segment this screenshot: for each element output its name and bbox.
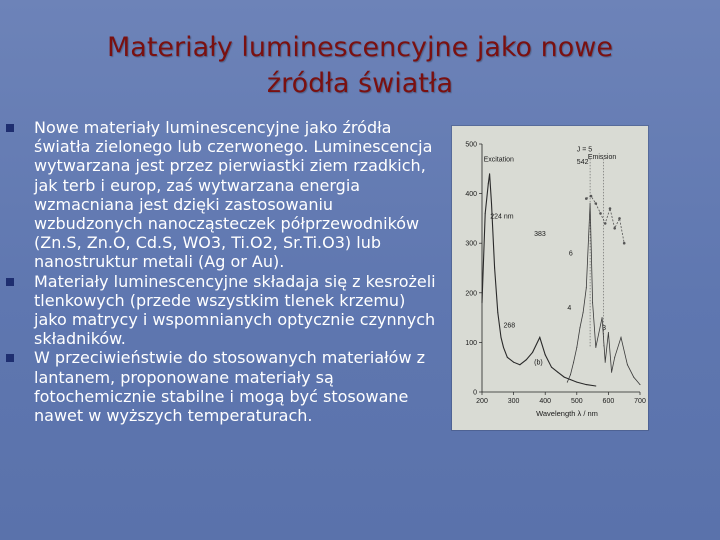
- spectrum-chart: [452, 126, 648, 430]
- series-point-0: [551, 367, 552, 368]
- x-tick-label: 600: [602, 398, 615, 405]
- series-point-0: [526, 359, 527, 360]
- series-point-1: [605, 362, 606, 363]
- series-point-0: [482, 302, 483, 303]
- annotation-542: 542: [576, 158, 589, 166]
- series-point-0: [494, 268, 495, 269]
- series-line-0: [482, 174, 596, 386]
- series-point-0: [539, 337, 540, 338]
- bullet-list: [6, 118, 436, 425]
- x-axis-label: Wavelength λ / nm: [536, 409, 598, 418]
- annotation-6: 6: [568, 250, 573, 258]
- series-point-2: [604, 222, 607, 225]
- annotation-b: (b): [534, 359, 543, 367]
- series-point-2: [595, 202, 598, 205]
- series-point-0: [545, 354, 546, 355]
- square-bullet-icon: [6, 278, 14, 286]
- series-point-1: [592, 302, 593, 303]
- series-point-1: [627, 364, 628, 365]
- series-point-0: [507, 357, 508, 358]
- slide-title: [40, 30, 680, 102]
- series-point-2: [618, 217, 621, 220]
- y-tick-label: 100: [465, 339, 477, 347]
- series-point-2: [585, 197, 588, 200]
- series-point-0: [497, 312, 498, 313]
- square-bullet-icon: [6, 354, 14, 362]
- series-point-2: [609, 207, 612, 210]
- series-point-1: [640, 384, 641, 385]
- annotation-268: 268: [503, 322, 516, 330]
- y-tick-label: 0: [473, 389, 477, 397]
- spectrum-figure: [452, 126, 648, 430]
- bullet-text: Materiały luminescencyjne składaja się z kesrożeli tlenkowych (przede wszystkim tlenek krzemu) jako matrycy i wspomnianych optycznie czynnych składników.: [34, 271, 436, 349]
- series-point-2: [623, 242, 626, 245]
- series-point-2: [599, 212, 602, 215]
- annotation-224: 224 nm: [490, 213, 514, 221]
- series-point-1: [570, 374, 571, 375]
- series-line-2: [586, 196, 624, 243]
- series-point-1: [567, 382, 568, 383]
- series-point-0: [570, 379, 571, 380]
- series-point-0: [488, 183, 489, 184]
- series-point-1: [586, 287, 587, 288]
- series-point-0: [489, 173, 490, 174]
- square-bullet-icon: [6, 124, 14, 132]
- y-tick-label: 200: [465, 290, 477, 298]
- series-point-0: [557, 372, 558, 373]
- series-point-0: [532, 352, 533, 353]
- y-tick-label: 400: [465, 191, 477, 199]
- title-line-2: źródła światła: [266, 68, 454, 99]
- bullet-item: [6, 118, 436, 272]
- bullet-text: W przeciwieństwie do stosowanych materiałów z lantanem, proponowane materiały są fotochemicznie stabilne i mogą być stosowane nawet w wyższych temperaturach.: [34, 348, 426, 426]
- series-point-1: [608, 332, 609, 333]
- series-point-0: [519, 364, 520, 365]
- x-tick-label: 400: [539, 398, 552, 405]
- series-point-1: [576, 347, 577, 348]
- series-point-0: [513, 362, 514, 363]
- series-point-0: [501, 337, 502, 338]
- series-point-2: [613, 227, 616, 230]
- series-point-0: [491, 203, 492, 204]
- series-point-0: [503, 347, 504, 348]
- series-point-0: [586, 384, 587, 385]
- series-point-0: [595, 386, 596, 387]
- series-point-1: [633, 377, 634, 378]
- x-tick-label: 300: [507, 398, 520, 405]
- series-point-0: [485, 213, 486, 214]
- series-point-0: [564, 377, 565, 378]
- bullet-item: [6, 348, 436, 425]
- series-point-1: [614, 357, 615, 358]
- annotation-excitation: Excitation: [483, 156, 514, 164]
- bullet-item: [6, 272, 436, 349]
- series-point-0: [576, 382, 577, 383]
- annotation-4: 4: [567, 305, 572, 313]
- series-point-1: [590, 203, 591, 204]
- series-point-1: [611, 372, 612, 373]
- y-tick-label: 500: [465, 141, 477, 149]
- bullet-text: Nowe materiały luminescencyjne jako źródła światła zielonego lub czerwonego. Luminescencja wytwarzana jest przez pierwiastki ziem rzadkich, jak terb i europ, zaś wytwarzana energia wzmacniana jest dzięki zastosowaniu wzbudzonych nanocząsteczek półprzewodników (Zn.S, Zn.O, Cd.S, WO3, Ti.O2, Sr.Ti.O3) lub nanostruktur metali (Ag or Au).: [34, 118, 433, 272]
- series-point-1: [580, 327, 581, 328]
- series-point-1: [621, 337, 622, 338]
- series-point-1: [602, 317, 603, 318]
- series-point-1: [583, 312, 584, 313]
- series-point-1: [595, 347, 596, 348]
- title-line-1: Materiały luminescencyjne jako nowe: [107, 32, 613, 63]
- annotation-emission: Emission: [587, 153, 617, 161]
- annotation-3: 3: [602, 325, 606, 332]
- x-tick-label: 200: [476, 398, 488, 405]
- annotation-383: 383: [534, 230, 546, 238]
- x-tick-label: 700: [634, 398, 646, 405]
- x-tick-label: 500: [570, 398, 583, 405]
- y-tick-label: 300: [465, 240, 477, 248]
- series-point-1: [573, 362, 574, 363]
- annotation-j5: J = 5: [576, 146, 593, 154]
